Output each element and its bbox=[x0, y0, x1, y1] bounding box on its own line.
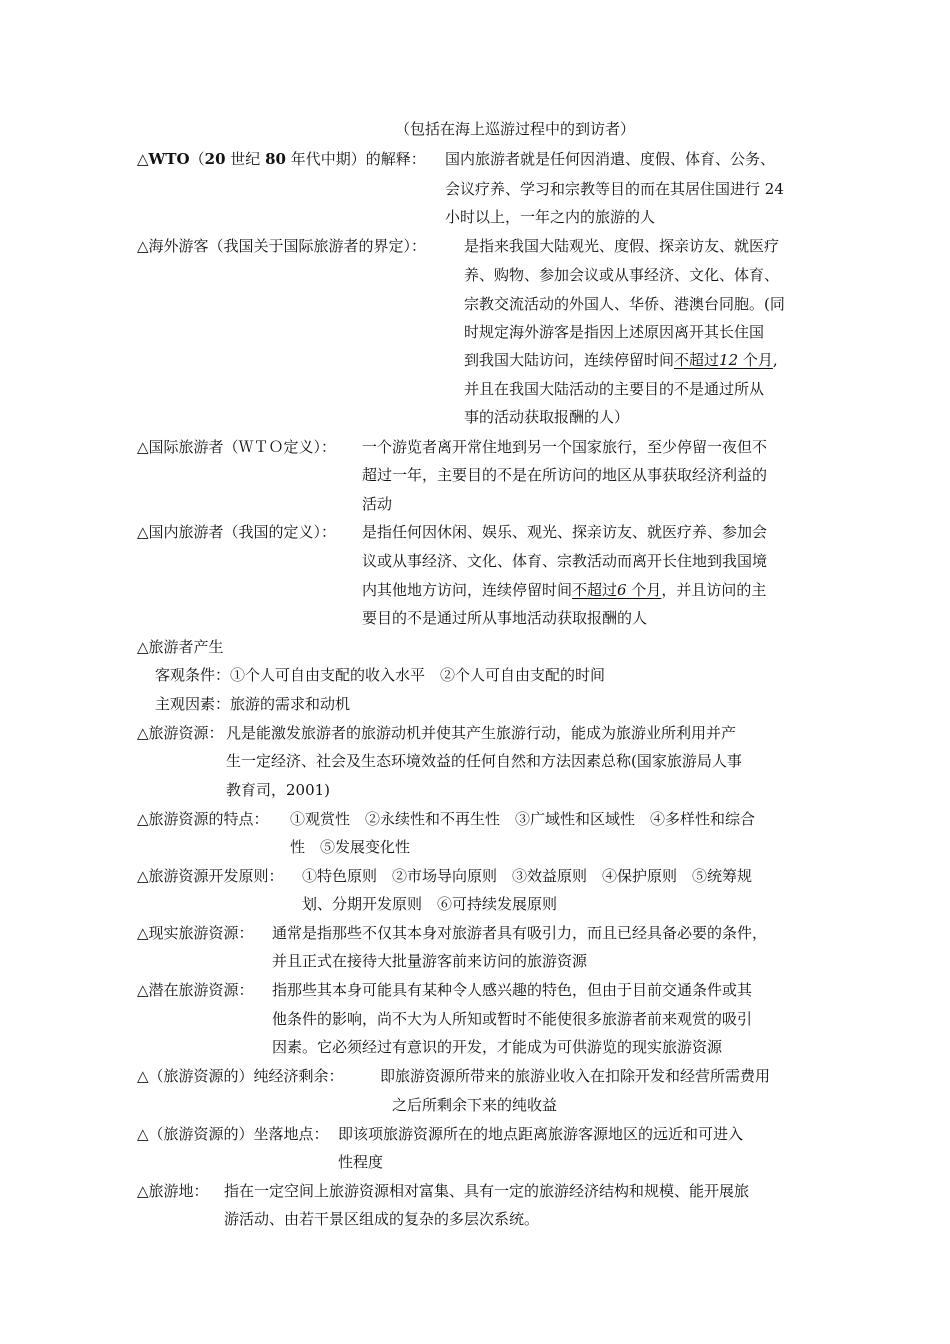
origin-objective: 客观条件：①个人可自由支配的收入水平 ②个人可自由支配的时间 bbox=[155, 666, 606, 684]
domestic-limit-word: 不超过 bbox=[572, 581, 618, 599]
wto-text-line-3: 小时以上，一年之内的旅游的人 bbox=[445, 208, 656, 226]
features-text-line-1: ①观赏性 ②永续性和不再生性 ③广域性和区域性 ④多样性和综合 bbox=[290, 810, 756, 828]
location-text-line-1: 即该项旅游资源所在的地点距离旅游客源地区的远近和可进入 bbox=[338, 1125, 744, 1143]
principles-label: △旅游资源开发原则： bbox=[137, 867, 284, 885]
overseas-text-line-4: 时规定海外游客是指因上述原因离开其长住国 bbox=[464, 323, 765, 341]
net-text-line-2: 之后所剩余下来的纯收益 bbox=[392, 1096, 558, 1114]
domestic-text-line-4: 要目的不是通过所从事地活动获取报酬的人 bbox=[362, 609, 648, 627]
potential-label: △潜在旅游资源： bbox=[137, 981, 254, 999]
net-text-line-1: 即旅游资源所带来的旅游业收入在扣除开发和经营所需费用 bbox=[380, 1067, 771, 1085]
wto-text-line-2: 会议疗养、学习和宗教等目的而在其居住国进行 24 bbox=[445, 180, 784, 198]
real-label: △现实旅游资源： bbox=[137, 924, 254, 942]
wto-text-line-1: 国内旅游者就是任何因消遣、度假、体育、公务、 bbox=[445, 150, 776, 168]
resource-text-line-3: 教育司，2001) bbox=[226, 781, 331, 799]
domestic-stay-tail: ，并且访问的主 bbox=[661, 581, 767, 599]
overseas-text-line-1: 是指来我国大陆观光、度假、探亲访友、就医疗 bbox=[464, 237, 780, 255]
overseas-limit-number: 12 bbox=[719, 351, 739, 369]
domestic-text-line-2: 议或从事经济、文化、体育、宗教活动而离开长住地到我国境 bbox=[362, 552, 768, 570]
cruise-note: （包括在海上巡游过程中的到访者） bbox=[395, 120, 636, 138]
overseas-text-line-3: 宗教交流活动的外国人、华侨、港澳台同胞。(同 bbox=[464, 295, 785, 313]
location-text-line-2: 性程度 bbox=[338, 1153, 384, 1171]
overseas-limit-comma: , bbox=[772, 351, 778, 369]
principles-text-line-2: 划、分期开发原则 ⑥可持续发展原则 bbox=[302, 895, 558, 913]
intl-text-line-1: 一个游览者离开常住地到另一个国家旅行，至少停留一夜但不 bbox=[362, 438, 768, 456]
real-text-line-1: 通常是指那些不仅其本身对旅游者具有吸引力，而且已经具备必要的条件， bbox=[272, 924, 768, 942]
overseas-text-line-7: 事的活动获取报酬的人） bbox=[464, 408, 630, 426]
overseas-stay-limit bbox=[674, 351, 773, 369]
location-label: △（旅游资源的）坐落地点： bbox=[137, 1125, 329, 1143]
intl-text-line-2: 超过一年，主要目的不是在所访问的地区从事获取经济利益的 bbox=[362, 466, 768, 484]
features-text-line-2: 性 ⑤发展变化性 bbox=[290, 838, 411, 856]
features-label: △旅游资源的特点： bbox=[137, 810, 269, 828]
potential-text-line-3: 因素。它必须经过有意识的开发，才能成为可供游览的现实旅游资源 bbox=[272, 1038, 723, 1056]
wto-label bbox=[137, 149, 426, 169]
domestic-text-line-3 bbox=[362, 580, 766, 600]
resource-text-line-1: 凡是能激发旅游者的旅游动机并使其产生旅游行动，能成为旅游业所利用并产 bbox=[226, 724, 737, 742]
potential-text-line-1: 指那些其本身可能具有某种令人感兴趣的特色，但由于目前交通条件或其 bbox=[272, 981, 753, 999]
overseas-limit-unit: 个月 bbox=[738, 351, 773, 369]
wto-decade-number: 80 bbox=[265, 150, 286, 168]
destination-label: △旅游地： bbox=[137, 1182, 209, 1200]
overseas-text-line-2: 养、购物、参加会议或从事经济、文化、体育、 bbox=[464, 266, 780, 284]
wto-label-rest: 年代中期）的解释： bbox=[285, 150, 426, 168]
intl-text-line-3: 活动 bbox=[362, 495, 393, 513]
domestic-limit-number: 6 bbox=[617, 581, 627, 599]
wto-century-word: 世纪 bbox=[225, 150, 266, 168]
overseas-limit-word: 不超过 bbox=[674, 351, 720, 369]
potential-text-line-2: 他条件的影响，尚不大为人所知或暂时不能使很多旅游者前来观赏的吸引 bbox=[272, 1010, 753, 1028]
resource-text-line-2: 生一定经济、社会及生态环境效益的任何自然和方法因素总称(国家旅游局人事 bbox=[226, 752, 742, 770]
wto-triangle: △ bbox=[137, 150, 149, 168]
overseas-label: △海外游客（我国关于国际旅游者的界定）： bbox=[137, 237, 427, 255]
origin-subjective: 主观因素：旅游的需求和动机 bbox=[155, 695, 351, 713]
domestic-stay-text: 内其他地方访问，连续停留时间 bbox=[362, 581, 573, 599]
principles-text-line-1: ①特色原则 ②市场导向原则 ③效益原则 ④保护原则 ⑤统筹规 bbox=[302, 867, 753, 885]
overseas-stay-text: 到我国大陆访问，连续停留时间 bbox=[464, 351, 675, 369]
domestic-stay-limit bbox=[572, 581, 661, 599]
intl-label: △国际旅游者（ＷＴＯ定义）： bbox=[137, 438, 337, 456]
wto-code: WTO bbox=[148, 150, 190, 168]
wto-paren: （ bbox=[189, 150, 205, 168]
destination-text-line-2: 游活动、由若干景区组成的复杂的多层次系统。 bbox=[224, 1210, 540, 1228]
domestic-limit-unit: 个月 bbox=[626, 581, 662, 599]
overseas-text-line-5 bbox=[464, 350, 778, 370]
origin-title: △旅游者产生 bbox=[137, 638, 224, 656]
domestic-label: △国内旅游者（我国的定义）： bbox=[137, 523, 337, 541]
destination-text-line-1: 指在一定空间上旅游资源相对富集、具有一定的旅游经济结构和规模、能开展旅 bbox=[224, 1182, 750, 1200]
real-text-line-2: 并且正式在接待大批量游客前来访问的旅游资源 bbox=[272, 952, 588, 970]
net-label: △（旅游资源的）纯经济剩余： bbox=[137, 1067, 344, 1085]
domestic-text-line-1: 是指任何因休闲、娱乐、观光、探亲访友、就医疗养、参加会 bbox=[362, 523, 768, 541]
resource-label: △旅游资源： bbox=[137, 724, 224, 742]
overseas-text-line-6: 并且在我国大陆活动的主要目的不是通过所从 bbox=[464, 380, 765, 398]
wto-century-number: 20 bbox=[204, 150, 226, 168]
